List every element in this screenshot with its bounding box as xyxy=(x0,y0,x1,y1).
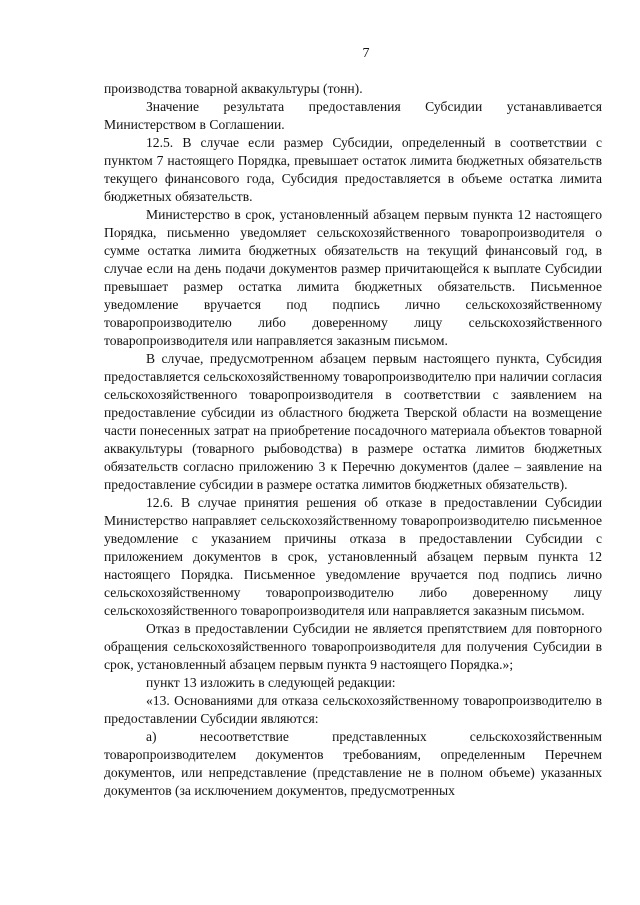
paragraph: Отказ в предоставлении Субсидии не является препятствием для повторного обращения сельскохозяйственного товаропроизводителя для получения Субсидии в срок, установленный абзацем первым пункта 9 настоящего Порядка.»; xyxy=(104,621,602,672)
paragraph: а) несоответствие представленных сельскохозяйственным товаропроизводителем документов требованиям, определенным Перечнем документов, или непредставление (представление не в полном объеме) указанных документов (за исключением документов, предусмотренных xyxy=(104,729,602,798)
paragraph: пункт 13 изложить в следующей редакции: xyxy=(146,675,396,690)
paragraph: 12.6. В случае принятия решения об отказе в предоставлении Субсидии Министерство направляет сельскохозяйственному товаропроизводителю письменное уведомление с указанием причины отказа в предоставлении Субсидии с приложением документов в срок, установленный абзацем первым пункта 12 настоящего Порядка. Письменное уведомление вручается под подпись лично сельскохозяйственному товаропроизводителю либо доверенному лицу сельскохозяйственного товаропроизводителя или направляется заказным письмом. xyxy=(104,495,602,618)
page-number: 7 xyxy=(362,46,370,61)
paragraph: 12.5. В случае если размер Субсидии, определенный в соответствии с пунктом 7 настоящего Порядка, превышает остаток лимита бюджетных обязательств текущего финансового года, Субсидия предоставляется в объеме остатка лимита бюджетных обязательств. xyxy=(104,135,602,204)
paragraph: производства товарной аквакультуры (тонн). xyxy=(104,81,363,96)
paragraph: В случае, предусмотренном абзацем первым настоящего пункта, Субсидия предоставляется сельскохозяйственному товаропроизводителю при наличии согласия сельскохозяйственного товаропроизводителя в соответствии с заявлением на предоставление субсидии из областного бюджета Тверской области на возмещение части понесенных затрат на приобретение посадочного материала объектов товарной аквакультуры (товарного рыбоводства) в размере остатка лимитов бюджетных обязательств согласно приложению 3 к Перечню документов (далее – заявление на предоставление субсидии в размере остатка лимитов бюджетных обязательств). xyxy=(104,351,602,492)
paragraph: «13. Основаниями для отказа сельскохозяйственному товаропроизводителю в предоставлении Субсидии являются: xyxy=(104,693,602,726)
paragraph: Министерство в срок, установленный абзацем первым пункта 12 настоящего Порядка, письменно уведомляет сельскохозяйственного товаропроизводителя о сумме остатка лимита бюджетных обязательств на текущий финансовый год, в случае если на день подачи документов размер причитающейся к выплате Субсидии превышает размер остатка лимита бюджетных обязательств. Письменное уведомление вручается под подпись лично сельскохозяйственному товаропроизводителю либо доверенному лицу сельскохозяйственного товаропроизводителя или направляется заказным письмом. xyxy=(104,207,602,348)
paragraph: Значение результата предоставления Субсидии устанавливается Министерством в Соглашении. xyxy=(104,99,602,132)
document-body xyxy=(104,80,602,800)
